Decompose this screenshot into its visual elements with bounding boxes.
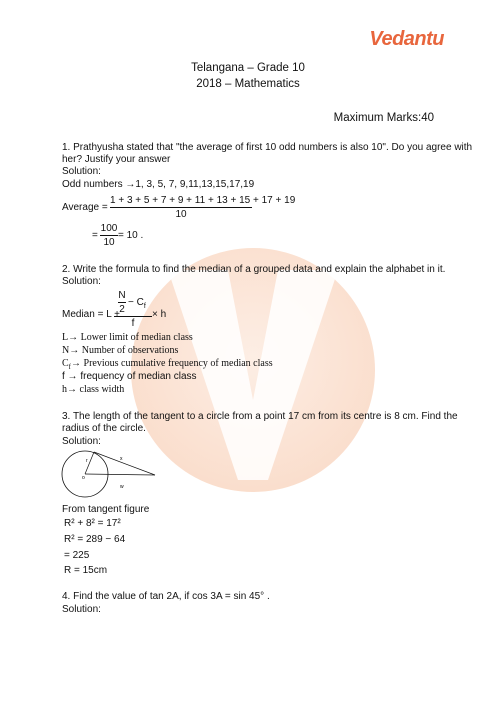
vedantu-logo: Vedantu	[369, 28, 444, 50]
q2-times-h: × h	[152, 309, 167, 320]
q1-average-numerator: 1 + 3 + 5 + 7 + 9 + 11 + 13 + 15 + 17 + 19	[110, 195, 296, 206]
q2-def-n: N→ Number of observations	[62, 345, 179, 356]
q3-question-line1: 3. The length of the tangent to a circle from a point 17 cm from its centre is 8 cm. Find the	[62, 411, 458, 422]
q1-question-line2: her? Justify your answer	[62, 154, 171, 165]
q3-eq3: = 225	[64, 550, 90, 561]
q1-result-bar	[100, 235, 118, 236]
q2-median-label: Median = L +	[62, 309, 121, 320]
label-o: o	[82, 475, 85, 481]
q1-result-value: = 10 .	[118, 230, 144, 241]
q1-fraction-bar	[110, 207, 252, 208]
q2-inner-2: 2	[119, 304, 125, 315]
q3-solution-label: Solution:	[62, 436, 101, 447]
max-marks: Maximum Marks:40	[333, 112, 434, 124]
q2-def-c: $C_f\to$ Previous cumulative frequency of median class	[62, 358, 273, 371]
q4-question: 4. Find the value of tan 2A, if cos 3A = sin 45° .	[62, 591, 270, 602]
q1-odd-label: Odd numbers	[62, 179, 123, 190]
q2-def-l: L→ Lower limit of median class	[62, 332, 193, 343]
q1-odd-numbers	[62, 179, 254, 191]
q1-odd-list: 1, 3, 5, 7, 9,11,13,15,17,19	[135, 179, 255, 190]
label-w: w	[120, 484, 124, 490]
q2-def-h: h→ class width	[62, 384, 125, 395]
q3-eq4: R = 15cm	[64, 565, 108, 576]
q3-from-tangent: From tangent figure	[62, 504, 150, 515]
q1-result-denominator: 10	[103, 237, 115, 248]
q1-equals: =	[92, 230, 98, 241]
tangent-figure	[60, 448, 156, 500]
page-title: Telangana – Grade 10	[191, 62, 305, 74]
q2-def-f: f → frequency of median class	[62, 371, 197, 382]
q3-eq2: R² = 289 − 64	[64, 534, 126, 545]
q1-solution-label: Solution:	[62, 166, 101, 177]
q2-f-denominator: f	[131, 318, 135, 329]
q1-question-line1: 1. Prathyusha stated that "the average of first 10 odd numbers is also 10". Do you agree with	[62, 142, 473, 153]
q2-inner-n: N	[118, 290, 126, 301]
q4-solution-label: Solution:	[62, 604, 101, 615]
page-subtitle: 2018 – Mathematics	[196, 78, 300, 90]
q1-average-label: Average =	[62, 202, 108, 213]
q1-result-numerator: 100	[100, 223, 118, 234]
arrow-icon: →	[125, 179, 136, 190]
q3-question-line2: radius of the circle.	[62, 423, 146, 434]
q2-question: 2. Write the formula to find the median of a grouped data and explain the alphabet in it.	[62, 264, 446, 275]
q1-average-denominator: 10	[175, 209, 187, 220]
label-x: x	[120, 456, 123, 462]
q2-inner-bar	[118, 302, 126, 303]
label-r: r	[86, 458, 88, 464]
q2-main-bar	[114, 316, 152, 317]
q3-eq1: R² + 8² = 17²	[64, 518, 121, 529]
q2-inner-minus-c: − $C_f$	[128, 297, 146, 310]
q2-solution-label: Solution:	[62, 276, 101, 287]
